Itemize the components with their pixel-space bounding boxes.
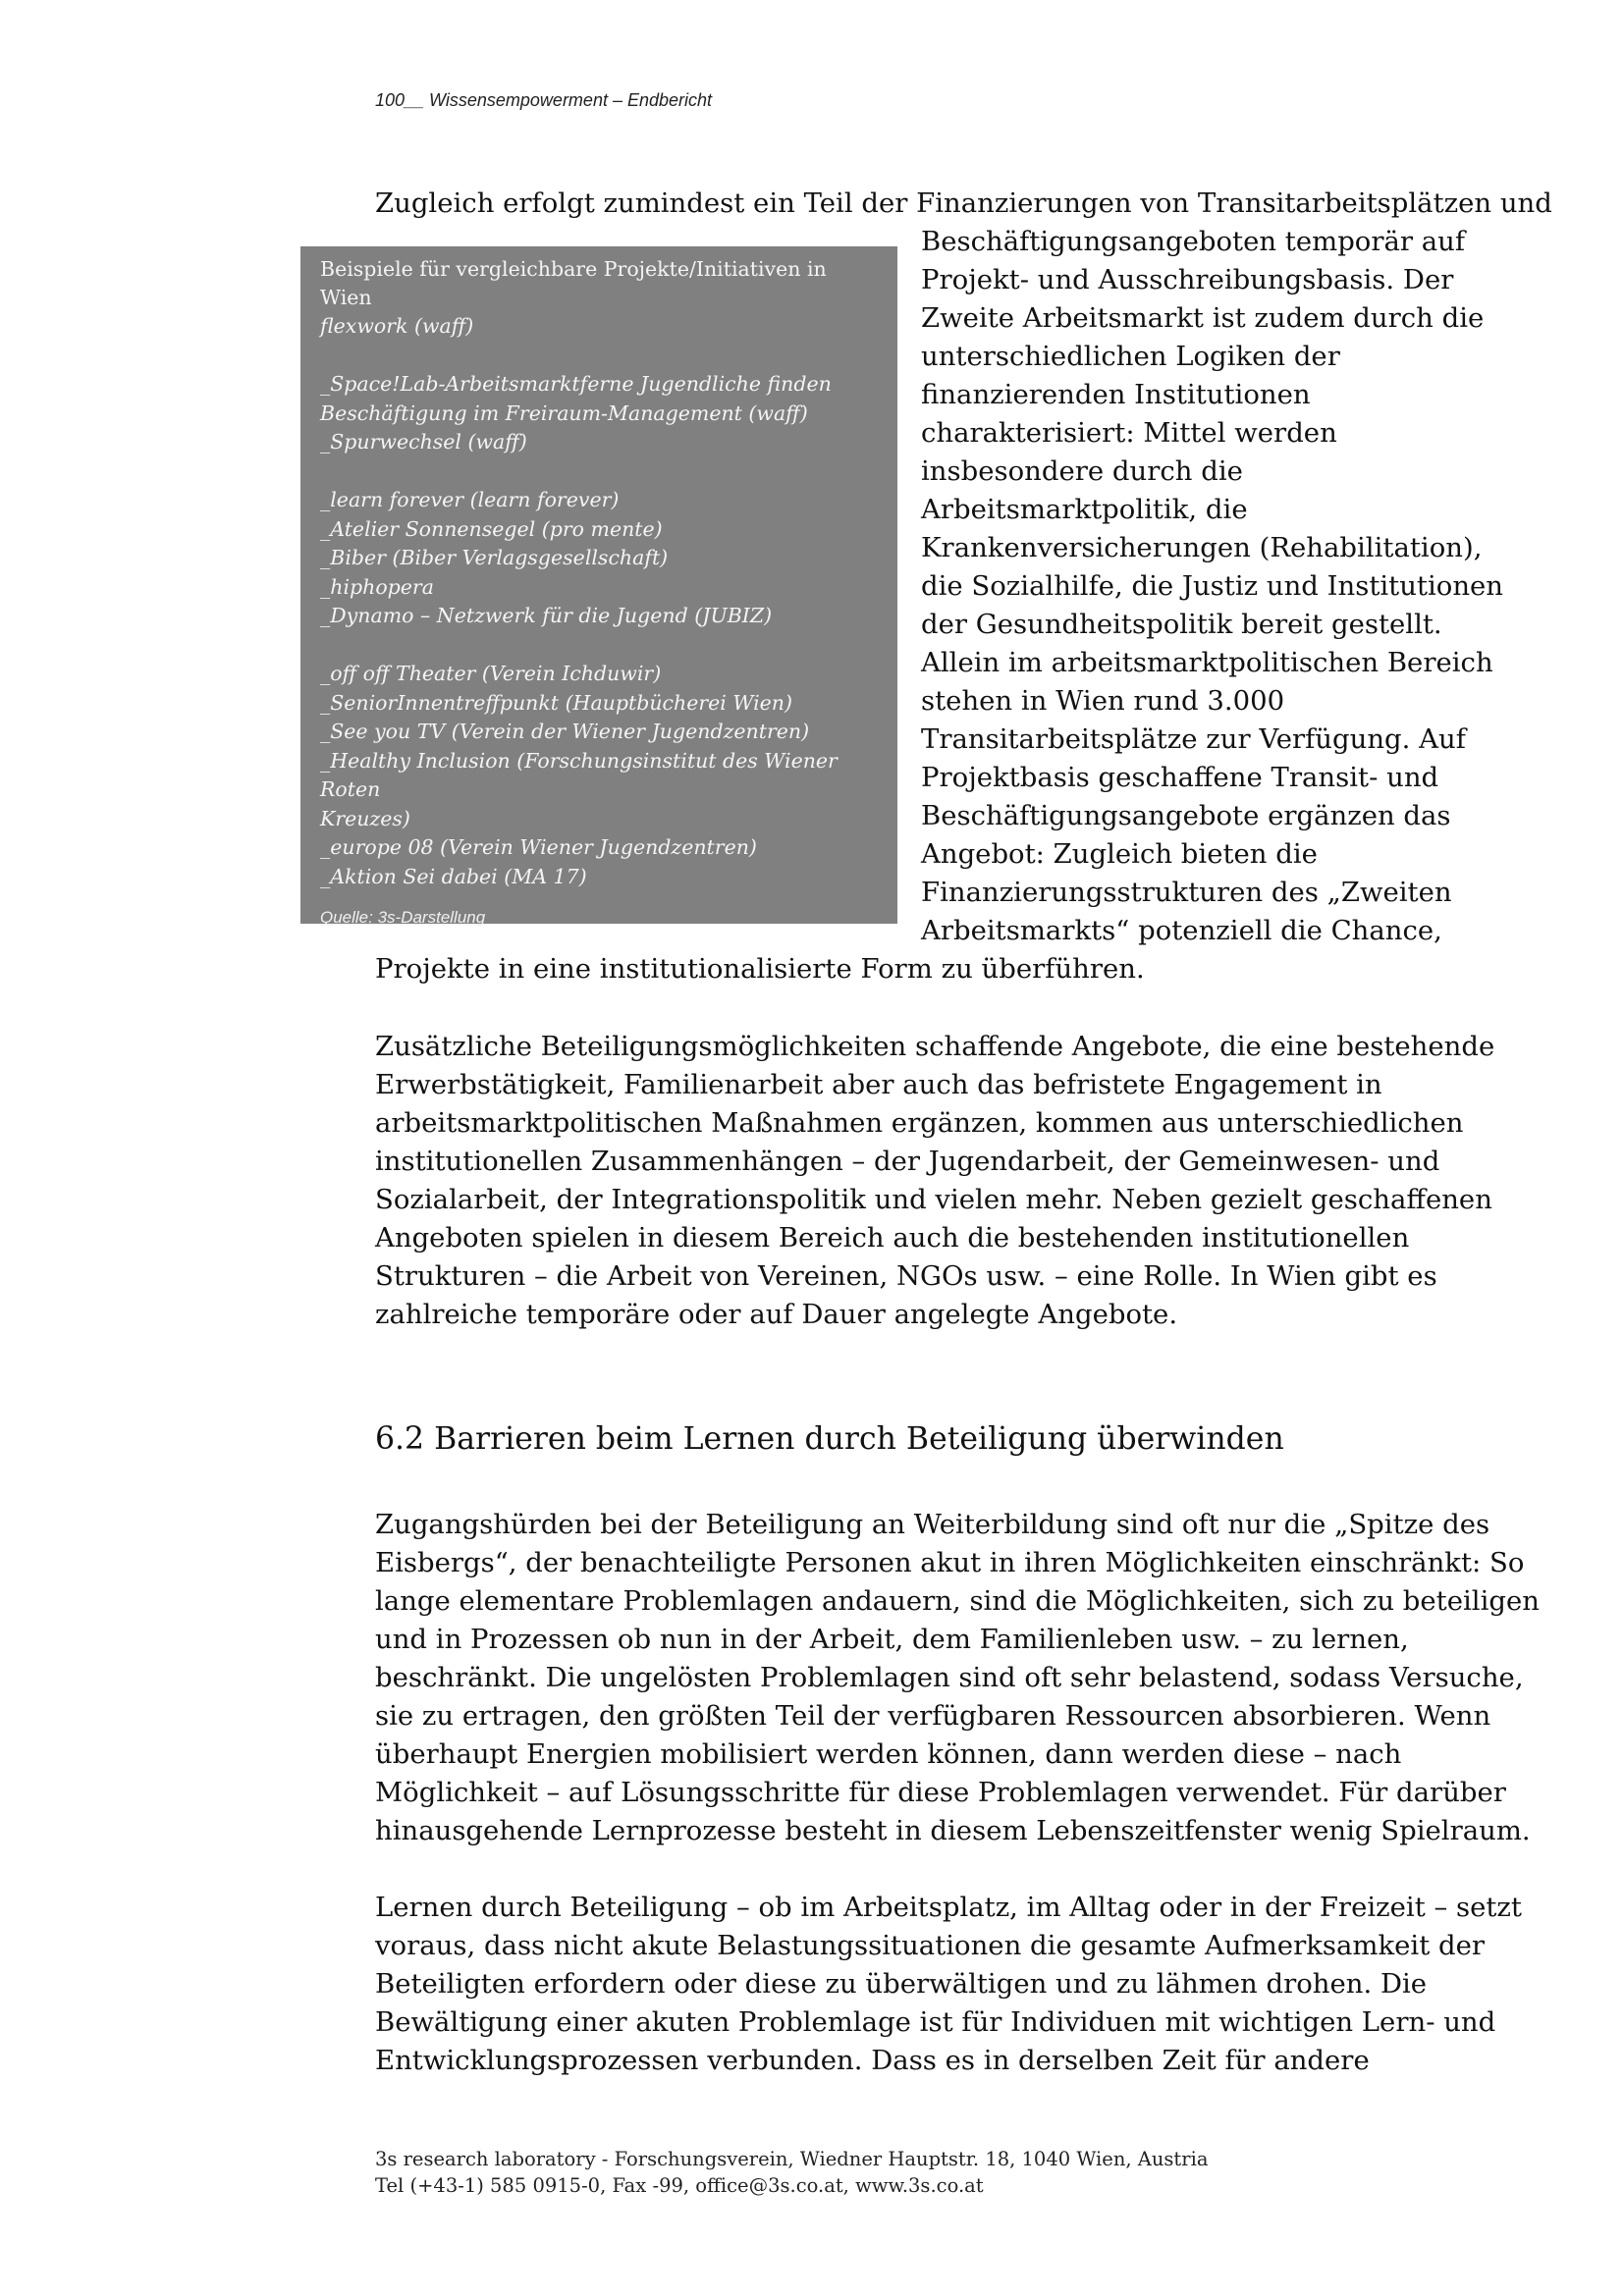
- text-line: Zusätzliche Beteiligungsmöglichkeiten schaffende Angebote, die eine bestehende: [375, 1031, 1495, 1062]
- example-entry: _See you TV (Verein der Wiener Jugendzentren): [320, 720, 810, 743]
- section-heading: 6.2 Barrieren beim Lernen durch Beteiligung überwinden: [375, 1421, 1284, 1457]
- example-entry: _Healthy Inclusion (Forschungsinstitut des Wiener Roten: [320, 748, 838, 801]
- text-line: Entwicklungsprozessen verbunden. Dass es in derselben Zeit für andere: [375, 2045, 1370, 2076]
- text-line: Finanzierungsstrukturen des „Zweiten: [921, 877, 1452, 908]
- text-line: die Sozialhilfe, die Justiz und Institutionen: [921, 570, 1504, 602]
- examples-box-source: Quelle: 3s-Darstellung: [320, 908, 486, 927]
- text-line: unterschiedlichen Logiken der: [921, 341, 1340, 372]
- intro-wrapped-text: [921, 223, 1510, 950]
- example-entry: _hiphopera: [320, 574, 434, 599]
- text-line: Erwerbstätigkeit, Familienarbeit aber auch das befristete Engagement in: [375, 1069, 1382, 1100]
- text-line: Zweite Arbeitsmarkt ist zudem durch die: [921, 302, 1485, 334]
- text-line: Beteiligten erfordern oder diese zu überwältigen und zu lähmen drohen. Die: [375, 1968, 1428, 2000]
- text-line: Eisbergs“, der benachteiligte Personen akut in ihren Möglichkeiten einschränkt: So: [375, 1547, 1525, 1578]
- example-entry: _off off Theater (Verein Ichduwir): [320, 662, 662, 685]
- example-entry: _Atelier Sonnensegel (pro mente): [320, 516, 663, 541]
- example-entry: flexwork (waff): [320, 314, 474, 338]
- example-entry: _Dynamo – Netzwerk für die Jugend (JUBIZ): [320, 604, 773, 627]
- text-line: Beschäftigungsangebote ergänzen das: [921, 800, 1451, 831]
- text-line: Sozialarbeit, der Integrationspolitik und vielen mehr. Neben gezielt geschaffenen: [375, 1184, 1492, 1215]
- text-line: Lernen durch Beteiligung – ob im Arbeitsplatz, im Alltag oder in der Freizeit – setzt: [375, 1892, 1522, 1923]
- examples-box: [300, 246, 897, 927]
- text-line: stehen in Wien rund 3.000: [921, 685, 1285, 717]
- text-line: arbeitsmarktpolitischen Maßnahmen ergänzen, kommen aus unterschiedlichen: [375, 1107, 1464, 1139]
- text-line: voraus, dass nicht akute Belastungssituationen die gesamte Aufmerksamkeit der: [375, 1930, 1486, 1961]
- text-line: Strukturen – die Arbeit von Vereinen, NGOs usw. – eine Rolle. In Wien gibt es: [375, 1260, 1437, 1292]
- example-entry: _europe 08 (Verein Wiener Jugendzentren): [320, 835, 757, 859]
- text-line: Angeboten spielen in diesem Bereich auch die bestehenden institutionellen: [375, 1222, 1410, 1254]
- footer-contact: Tel (+43-1) 585 0915-0, Fax -99, office@3s.co.at, www.3s.co.at: [375, 2174, 984, 2197]
- text-line: Beschäftigungsangeboten temporär auf: [921, 226, 1466, 257]
- example-entry: Beschäftigung im Freiraum-Management (waff): [320, 400, 808, 425]
- paragraph-barriers: [375, 1506, 1540, 1850]
- example-entry: _learn forever (learn forever): [320, 488, 620, 511]
- paragraph-learning: [375, 1889, 1522, 2080]
- text-line: Arbeitsmarkts“ potenziell die Chance,: [921, 915, 1442, 946]
- example-entry: Kreuzes): [320, 806, 410, 830]
- footer-address: 3s research laboratory - Forschungsverein, Wiedner Hauptstr. 18, 1040 Wien, Austria: [375, 2148, 1209, 2170]
- text-line: Projektbasis geschaffene Transit- und: [921, 762, 1439, 793]
- intro-first-line: Zugleich erfolgt zumindest ein Teil der Finanzierungen von Transitarbeitsplätzen und: [375, 187, 1552, 219]
- example-entry: _Spurwechsel (waff): [320, 430, 527, 454]
- text-line: Projekt- und Ausschreibungsbasis. Der: [921, 264, 1454, 295]
- text-line: Möglichkeit – auf Lösungsschritte für diese Problemlagen verwendet. Für darüber: [375, 1777, 1506, 1808]
- text-line: Bewältigung einer akuten Problemlage ist für Individuen mit wichtigen Lern- und: [375, 2006, 1496, 2038]
- text-line: der Gesundheitspolitik bereit gestellt.: [921, 609, 1442, 640]
- text-line: zahlreiche temporäre oder auf Dauer angelegte Angebote.: [375, 1299, 1178, 1330]
- page-header: 100__ Wissensempowerment – Endbericht: [375, 90, 713, 110]
- text-line: finanzierenden Institutionen: [921, 379, 1311, 410]
- example-entry: _Space!Lab-Arbeitsmarktferne Jugendliche finden: [320, 372, 832, 396]
- text-line: Krankenversicherungen (Rehabilitation),: [921, 532, 1483, 563]
- text-line: beschränkt. Die ungelösten Problemlagen sind oft sehr belastend, sodass Versuche,: [375, 1662, 1524, 1693]
- text-line: Angebot: Zugleich bieten die: [921, 838, 1318, 870]
- examples-box-title: Beispiele für vergleichbare Projekte/Initiativen in Wien: [320, 257, 827, 309]
- text-line: lange elementare Problemlagen andauern, sind die Möglichkeiten, sich zu beteiligen: [375, 1585, 1540, 1617]
- example-entry: _Biber (Biber Verlagsgesellschaft): [320, 546, 669, 569]
- text-line: sie zu ertragen, den größten Teil der verfügbaren Ressourcen absorbieren. Wenn: [375, 1700, 1491, 1732]
- text-line: Allein im arbeitsmarktpolitischen Bereich: [921, 647, 1493, 678]
- page-footer: [375, 2146, 1208, 2199]
- intro-last-line: Projekte in eine institutionalisierte Form zu überführen.: [375, 953, 1145, 985]
- text-line: Transitarbeitsplätze zur Verfügung. Auf: [921, 723, 1466, 755]
- text-line: hinausgehende Lernprozesse besteht in diesem Lebenszeitfenster wenig Spielraum.: [375, 1815, 1531, 1846]
- paragraph-offers: [375, 1028, 1495, 1334]
- example-entry: _SeniorInnentreffpunkt (Hauptbücherei Wien): [320, 690, 792, 715]
- text-line: und in Prozessen ob nun in der Arbeit, dem Familienleben usw. – zu lernen,: [375, 1624, 1409, 1655]
- text-line: Zugangshürden bei der Beteiligung an Weiterbildung sind oft nur die „Spitze des: [375, 1509, 1490, 1540]
- example-entry: _Aktion Sei dabei (MA 17): [320, 864, 587, 888]
- text-line: Arbeitsmarktpolitik, die: [921, 494, 1248, 525]
- text-line: insbesondere durch die: [921, 455, 1243, 487]
- text-line: institutionellen Zusammenhängen – der Jugendarbeit, der Gemeinwesen- und: [375, 1146, 1440, 1177]
- text-line: charakterisiert: Mittel werden: [921, 417, 1337, 449]
- text-line: überhaupt Energien mobilisiert werden können, dann werden diese – nach: [375, 1738, 1402, 1770]
